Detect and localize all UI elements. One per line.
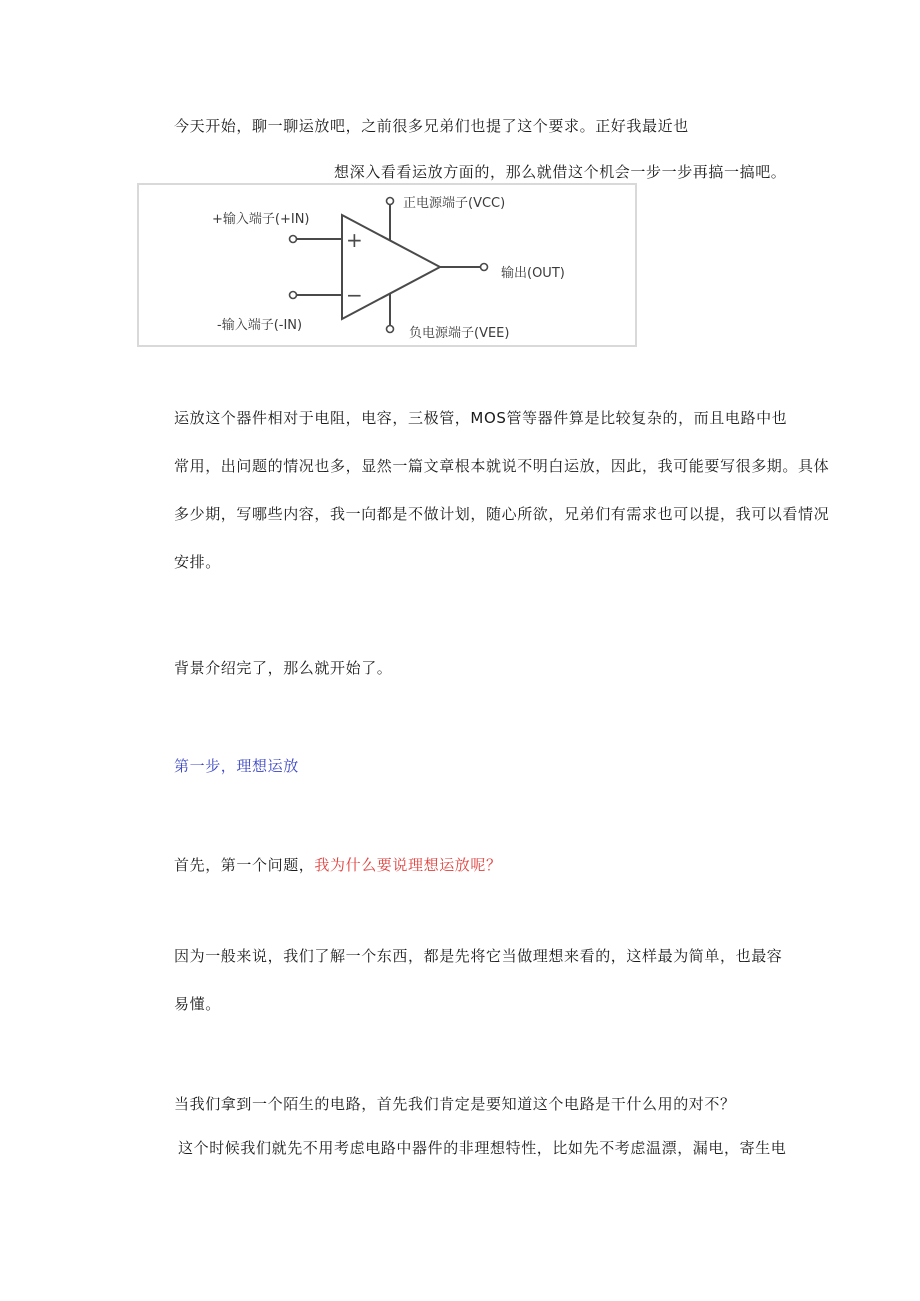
in-plus-terminal <box>290 236 297 243</box>
op-amp-diagram <box>137 183 637 347</box>
in-minus-terminal <box>290 292 297 299</box>
paragraph-7: 这个时候我们就先不用考虑电路中器件的非理想特性，比如先不考虑温漂，漏电，寄生电 <box>178 1139 787 1157</box>
intro-line-2: 想深入看看运放方面的，那么就借这个机会一步一步再搞一搞吧。 <box>334 163 787 181</box>
paragraph-5-line-2: 易懂。 <box>174 995 221 1013</box>
plus-sign: + <box>346 228 363 252</box>
out-terminal <box>481 264 488 271</box>
p4-highlight: 我为什么要说理想运放呢？ <box>314 856 502 874</box>
vcc-label: 正电源端子(VCC) <box>403 196 506 211</box>
paragraph-3: 背景介绍完了，那么就开始了。 <box>174 659 393 677</box>
in-minus-label: -输入端子(-IN) <box>217 318 303 333</box>
p2-text-a: 运放这个器件相对于电阻，电容，三极管， <box>174 409 471 427</box>
mos-term: MOS <box>470 409 507 427</box>
p2-text-b: 管等器件算是比较复杂的，而且电路中也 <box>506 409 788 427</box>
in-plus-label: +输入端子(+IN) <box>212 212 310 227</box>
paragraph-2-line-4: 安排。 <box>174 553 221 571</box>
intro-line-1: 今天开始，聊一聊运放吧，之前很多兄弟们也提了这个要求。正好我最近也 <box>174 117 689 135</box>
paragraph-2-line-1 <box>174 408 787 428</box>
section-heading: 第一步，理想运放 <box>174 757 299 775</box>
paragraph-2-line-2: 常用，出问题的情况也多，显然一篇文章根本就说不明白运放，因此，我可能要写很多期。具体 <box>174 457 830 475</box>
p4-text: 首先，第一个问题， <box>174 856 315 874</box>
paragraph-5-line-1: 因为一般来说，我们了解一个东西，都是先将它当做理想来看的，这样最为简单，也最容 <box>174 947 783 965</box>
minus-sign: − <box>346 283 363 307</box>
paragraph-4 <box>174 855 502 875</box>
paragraph-2-line-3: 多少期，写哪些内容，我一向都是不做计划，随心所欲，兄弟们有需求也可以提，我可以看情况 <box>174 505 830 523</box>
vcc-terminal <box>387 198 394 205</box>
op-amp-symbol <box>139 185 639 349</box>
vee-terminal <box>387 326 394 333</box>
out-label: 输出(OUT) <box>501 266 565 281</box>
vee-label: 负电源端子(VEE) <box>409 326 510 341</box>
paragraph-6: 当我们拿到一个陌生的电路，首先我们肯定是要知道这个电路是干什么用的对不？ <box>174 1095 736 1113</box>
